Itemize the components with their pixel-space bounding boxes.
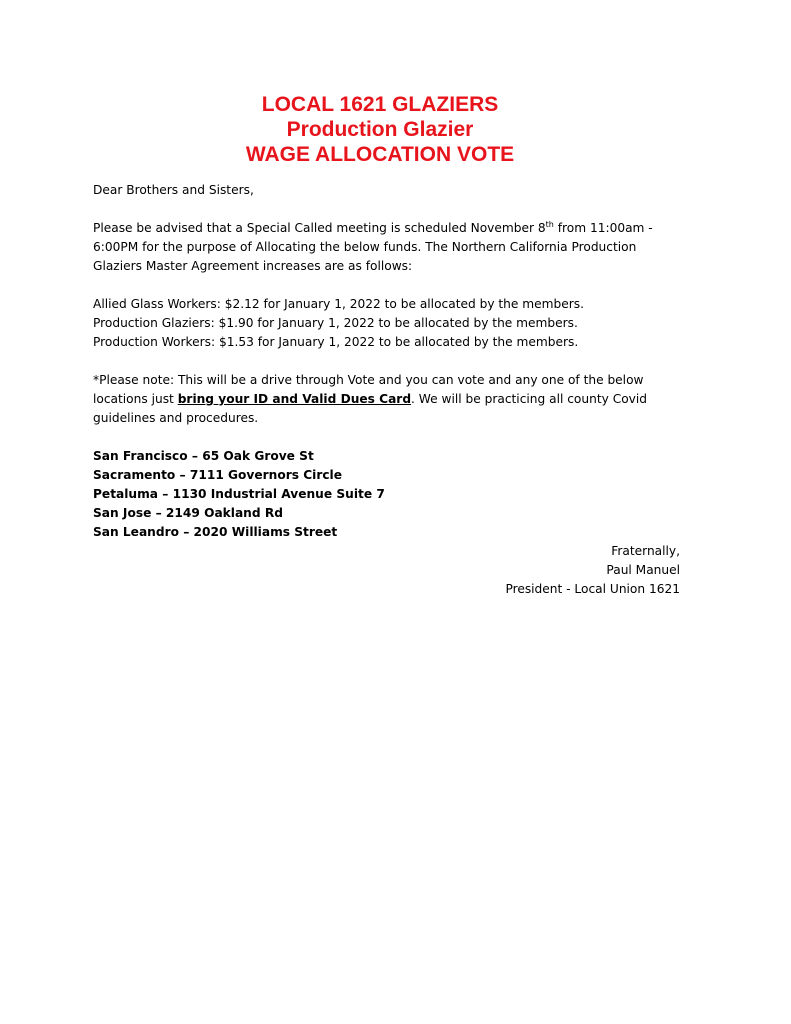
heading-subtitle: Production Glazier bbox=[286, 118, 474, 141]
ordinal-suffix: th bbox=[545, 219, 554, 229]
note-line-2-start: locations just bbox=[93, 392, 178, 406]
signer-title: President - Local Union 1621 bbox=[505, 582, 680, 596]
note-line-3: guidelines and procedures. bbox=[93, 411, 259, 425]
intro-line-1-text: Please be advised that a Special Called meeting is scheduled November 8 bbox=[93, 221, 546, 235]
intro-paragraph bbox=[93, 219, 693, 276]
location-petaluma: Petaluma – 1130 Industrial Avenue Suite 7 bbox=[93, 487, 385, 501]
increases-list bbox=[93, 295, 693, 352]
valediction: Fraternally, bbox=[611, 544, 680, 558]
intro-line-2: 6:00PM for the purpose of Allocating the below funds. The Northern California Production bbox=[93, 240, 637, 254]
locations-list bbox=[93, 447, 693, 542]
increase-allied-glass-workers: Allied Glass Workers: $2.12 for January 1, 2022 to be allocated by the members. bbox=[93, 297, 584, 311]
increase-production-workers: Production Workers: $1.53 for January 1, 2022 to be allocated by the members. bbox=[93, 335, 579, 349]
increase-production-glaziers: Production Glaziers: $1.90 for January 1, 2022 to be allocated by the members. bbox=[93, 316, 578, 330]
intro-line-1 bbox=[93, 221, 653, 235]
note-line-1: *Please note: This will be a drive through Vote and you can vote and any one of the below bbox=[93, 373, 644, 387]
letter-body bbox=[93, 181, 693, 542]
letter-heading bbox=[150, 92, 610, 167]
note-paragraph bbox=[93, 371, 693, 428]
location-san-francisco: San Francisco – 65 Oak Grove St bbox=[93, 449, 314, 463]
intro-line-3: Glaziers Master Agreement increases are as follows: bbox=[93, 259, 413, 273]
location-sacramento: Sacramento – 7111 Governors Circle bbox=[93, 468, 342, 482]
intro-line-1-end: from 11:00am - bbox=[553, 221, 653, 235]
heading-title: WAGE ALLOCATION VOTE bbox=[245, 143, 515, 166]
note-emphasis: bring your ID and Valid Dues Card bbox=[177, 392, 412, 406]
signer-name: Paul Manuel bbox=[606, 563, 680, 577]
salutation: Dear Brothers and Sisters, bbox=[93, 183, 254, 197]
location-san-jose: San Jose – 2149 Oakland Rd bbox=[93, 506, 283, 520]
heading-union-name: LOCAL 1621 GLAZIERS bbox=[261, 93, 499, 116]
note-line-2 bbox=[93, 392, 647, 406]
note-line-2-end: . We will be practicing all county Covid bbox=[411, 392, 648, 406]
letter-closing bbox=[505, 542, 680, 599]
location-san-leandro: San Leandro – 2020 Williams Street bbox=[93, 525, 338, 539]
